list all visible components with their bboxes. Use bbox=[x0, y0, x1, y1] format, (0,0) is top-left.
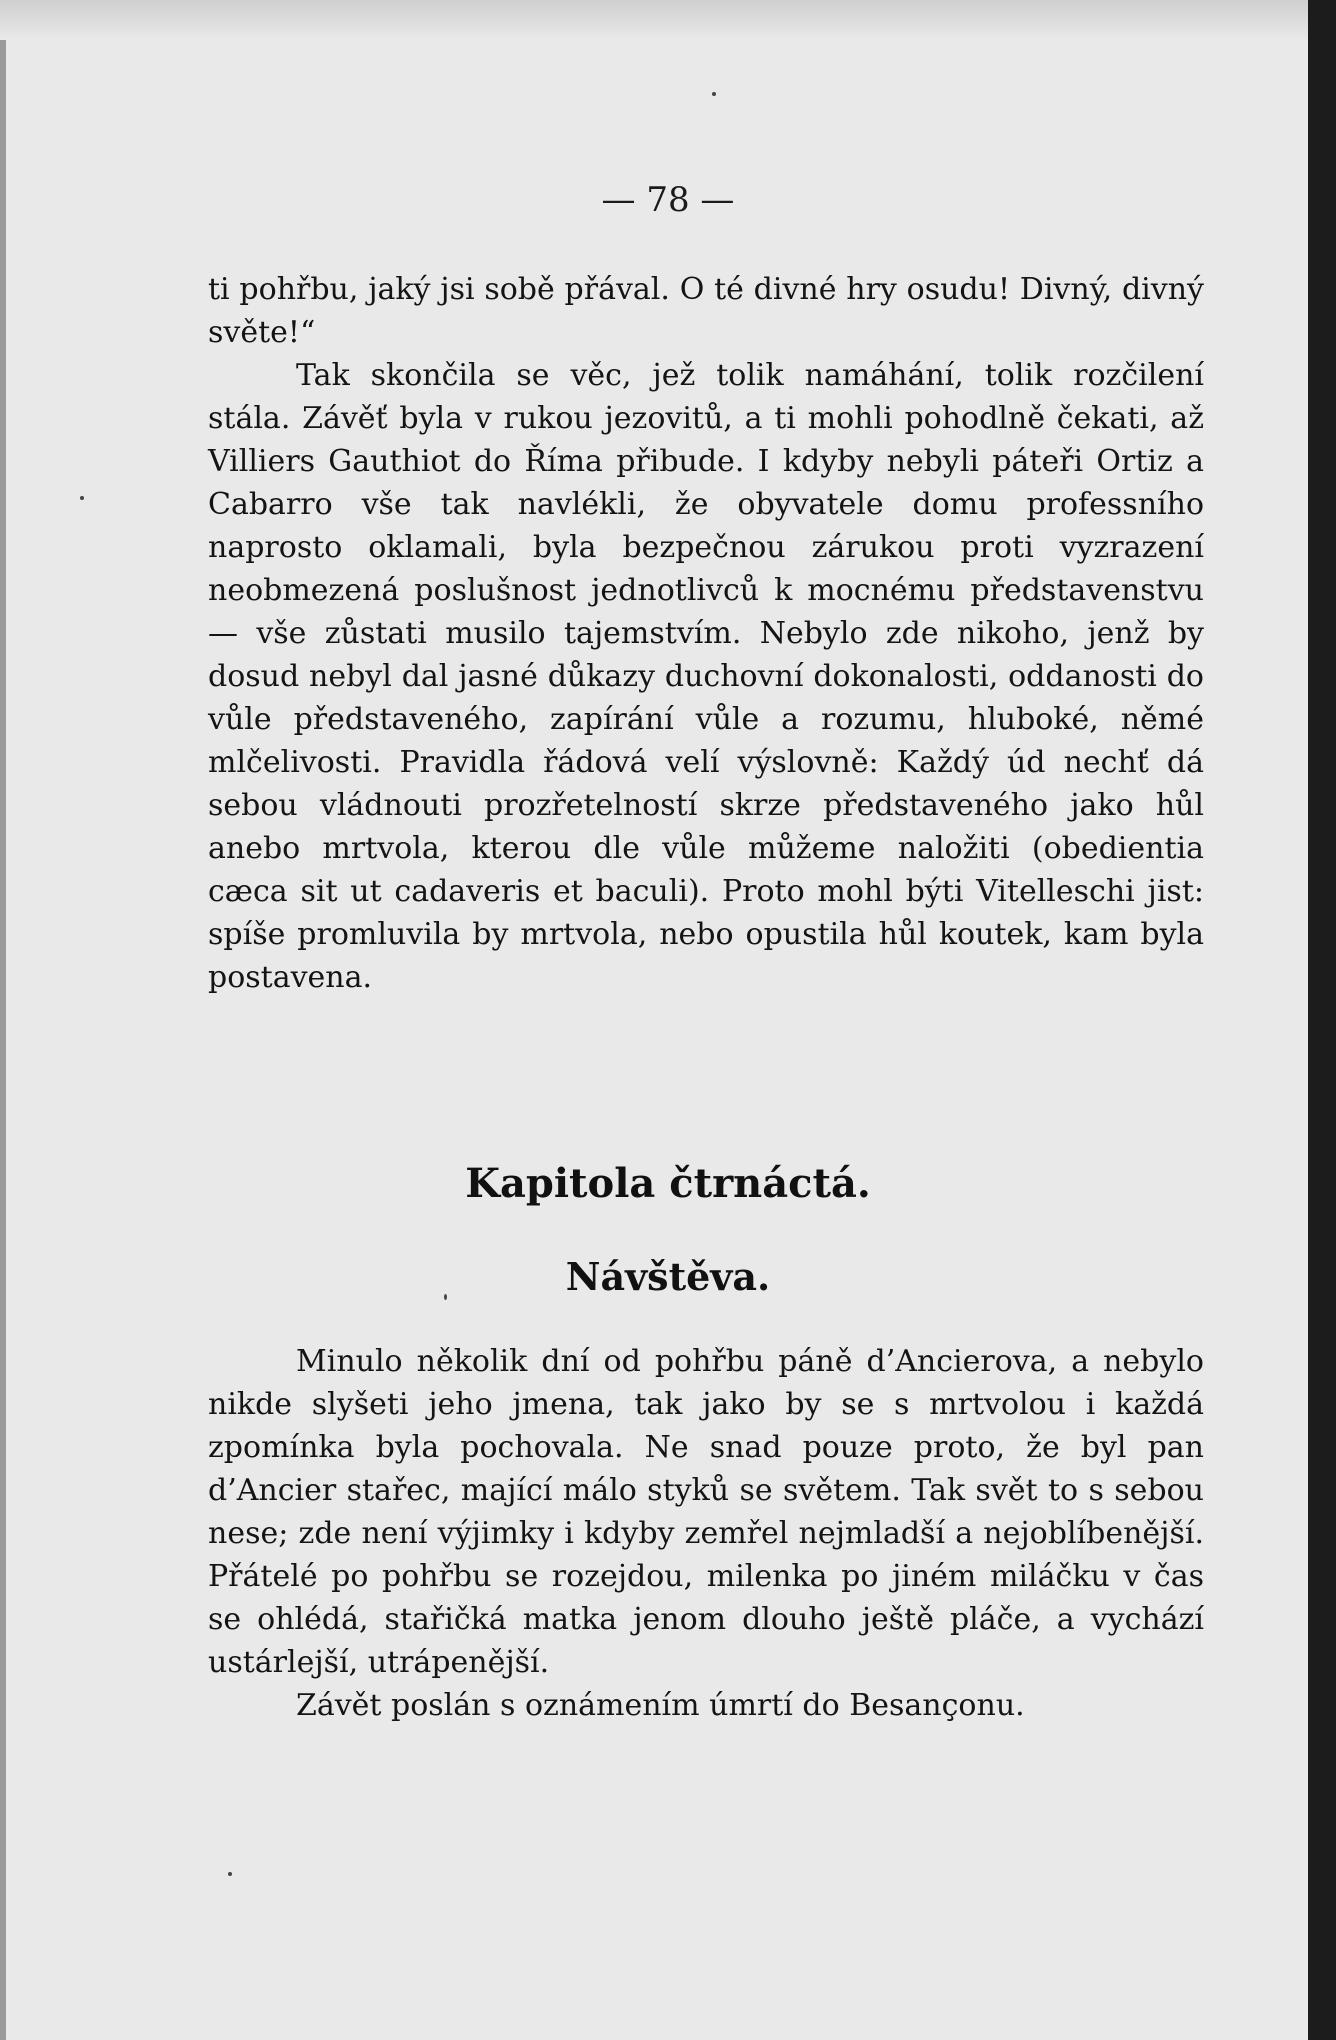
paragraph: Tak skončila se věc, jež tolik namáhání, tolik rozčilení stála. Závěť byla v rukou jezovitů, a ti mohli pohodlně čekati, až Villiers Gauthiot do Říma přibude. I kdyby nebyli páteři Ortiz a Cabarro vše tak navlékli, že obyvatele domu professního naprosto oklamali, byla bezpečnou zárukou proti vyzrazení neobmezená poslušnost jednotlivců k mocnému představenstvu — vše zůstati musilo tajemstvím. Nebylo zde nikoho, jenž by dosud nebyl dal jasné důkazy duchovní dokonalosti, oddanosti do vůle představeného, zapírání vůle a rozumu, hluboké, němé mlčelivosti. Pravidla řádová velí výslovně: Každý úd nechť dá sebou vládnouti prozřetelností skrze představeného jako hůl anebo mrtvola, kterou dle vůle můžeme naložiti (obedientia cæca sit ut cadaveris et baculi). Proto mohl býti Vitelleschi jist: spíše promluvila by mrtvola, nebo opustila hůl koutek, kam byla postavena. bbox=[208, 358, 1204, 995]
paragraph: Závět poslán s oznámením úmrtí do Besançonu. bbox=[296, 1688, 1025, 1723]
page-left-edge bbox=[0, 0, 6, 2040]
page-right-edge bbox=[1308, 0, 1336, 2040]
paper-speck bbox=[80, 496, 84, 500]
text-block-chapter bbox=[208, 1340, 1204, 1727]
chapter-title: Kapitola čtrnáctá. bbox=[465, 1160, 871, 1207]
paper-speck bbox=[228, 1872, 232, 1876]
chapter-subtitle: Návštěva. bbox=[565, 1254, 771, 1299]
paper-speck bbox=[444, 1294, 447, 1300]
page-number: — 78 — bbox=[601, 180, 735, 220]
paragraph: Minulo několik dní od pohřbu páně d’Ancierova, a nebylo nikde slyšeti jeho jmena, tak jako by se s mrtvolou i každá zpomínka byla pochovala. Ne snad pouze proto, že byl pan d’Ancier stařec, mající málo styků se světem. Tak svět to s sebou nese; zde není výjimky i kdyby zemřel nejmladší a nejoblíbenější. Přátelé po pohřbu se rozejdou, milenka po jiném miláčku v čas se ohlédá, stařičká matka jenom dlouho ještě pláče, a vychází ustárlejší, utrápenější. bbox=[208, 1344, 1204, 1680]
text-block-continued bbox=[208, 268, 1204, 999]
paragraph: ti pohřbu, jaký jsi sobě přával. O té divné hry osudu! Divný, divný světe!“ bbox=[208, 272, 1204, 350]
paper-speck bbox=[712, 92, 716, 96]
page-top-shade bbox=[0, 0, 1308, 40]
